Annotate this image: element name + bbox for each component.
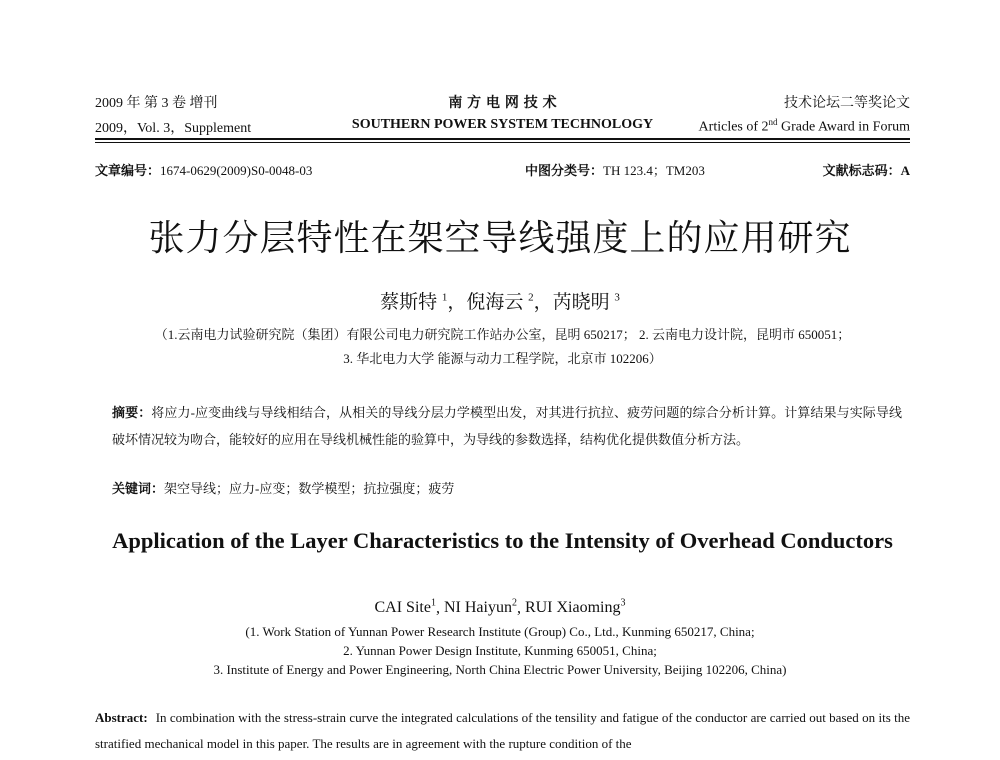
journal-issue-cn: 2009 年 第 3 卷 增刊	[95, 96, 218, 111]
paper-title-en: Application of the Layer Characteristics to the Intensity of Overhead Conductors	[112, 528, 893, 553]
award-note-cn: 技术论坛二等奖论文	[784, 96, 910, 111]
paper-title-cn: 张力分层特性在架空导线强度上的应用研究	[148, 218, 852, 259]
keywords-cn	[112, 478, 902, 497]
abstract-en-text: In combination with the stress-strain curve the integrated calculations of the tensility and fatigue of the conductor are carried out based on its the stratified mechanical model in this paper. The results are in agreement with the rupture condition of the	[95, 710, 910, 751]
article-number: 文章编号：1674-0629(2009)S0-0048-03	[95, 163, 313, 179]
author-list-cn: 蔡斯特 $^1$，倪海云 $^2$，芮晓明 $^3$	[380, 291, 620, 313]
header-rule-thin	[95, 142, 910, 143]
abstract-cn-text: 将应力-应变曲线与导线相结合，从相关的导线分层力学模型出发，对其进行抗拉、疲劳问题的综合分析计算。计算结果与实际导线破坏情况较为吻合，能较好的应用在导线机械性能的验算中，为导线的参数选择，结构优化提供数值分析方法。	[112, 405, 902, 447]
journal-name-en: SOUTHERN POWER SYSTEM TECHNOLOGY	[351, 117, 654, 132]
author-list-en: CAI Site$^1$, NI Haiyun$^2$, RUI Xiaoming$^3$	[374, 598, 626, 617]
author-en: CAI Site$^1$	[374, 598, 436, 617]
affiliation-cn-line2: 3. 华北电力大学 能源与动力工程学院，北京市 102206）	[343, 351, 662, 366]
affiliation-en-line3: 3. Institute of Energy and Power Engineering, North China Electric Power University, Beijing 102206, China)	[213, 662, 787, 677]
abstract-en-label: Abstract:	[95, 710, 148, 725]
abstract-cn	[112, 400, 902, 453]
document-code: 文献标志码：A	[822, 163, 910, 179]
journal-name-cn: 南 方 电 网 技 术	[448, 95, 557, 111]
award-note-en: Articles of 2nd Grade Award in Forum	[698, 117, 910, 135]
affiliation-en-line1: (1. Work Station of Yunnan Power Research Institute (Group) Co., Ltd., Kunming 650217, China;	[245, 624, 755, 639]
author-cn: 倪海云 $^2$	[466, 291, 534, 313]
author-en: NI Haiyun$^2$	[443, 598, 517, 617]
author-cn: 蔡斯特 $^1$	[380, 291, 448, 313]
keywords-cn-label: 关键词：	[112, 482, 165, 497]
keywords-cn-text: 架空导线；应力-应变；数学模型；抗拉强度；疲劳	[164, 481, 455, 496]
journal-issue-en: 2009，Vol. 3，Supplement	[95, 121, 252, 136]
author-en: RUI Xiaoming$^3$	[524, 598, 626, 617]
clc-number: 中图分类号：TH 123.4；TM203	[525, 163, 705, 179]
author-cn: 芮晓明 $^3$	[552, 291, 620, 313]
affiliation-en-line2: 2. Yunnan Power Design Institute, Kunming 650051, China;	[343, 643, 657, 658]
header-rule-thick	[95, 138, 910, 140]
abstract-en	[95, 705, 910, 757]
abstract-cn-label: 摘要：	[112, 406, 152, 421]
affiliation-cn-line1: （1.云南电力试验研究院（集团）有限公司电力研究院工作站办公室，昆明 650217； 2. 云南电力设计院，昆明市 650051；	[154, 327, 851, 342]
